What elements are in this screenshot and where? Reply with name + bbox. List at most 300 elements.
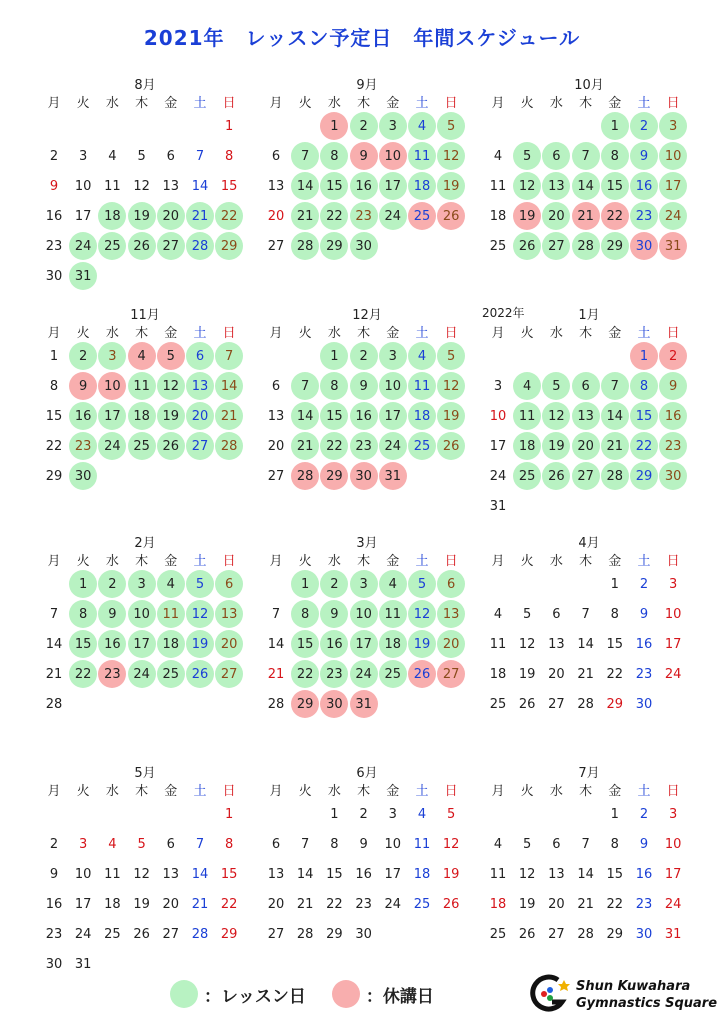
day-cell: 1 bbox=[630, 342, 658, 370]
day-cell: 28 bbox=[296, 926, 314, 942]
day-cell: 12 bbox=[437, 142, 465, 170]
day-cell: 1 bbox=[49, 348, 59, 364]
weekday-header: 日 bbox=[666, 554, 680, 569]
month-title: 5月 bbox=[134, 766, 156, 781]
day-cell: 20 bbox=[267, 208, 285, 224]
day-cell: 24 bbox=[489, 468, 507, 484]
weekday-header: 水 bbox=[105, 326, 119, 341]
day-cell: 27 bbox=[572, 462, 600, 490]
day-cell: 10 bbox=[659, 142, 687, 170]
day-cell: 25 bbox=[489, 696, 507, 712]
day-cell: 15 bbox=[45, 408, 63, 424]
day-cell: 15 bbox=[220, 178, 238, 194]
day-cell: 9 bbox=[350, 372, 378, 400]
day-cell: 4 bbox=[417, 806, 427, 822]
day-cell: 4 bbox=[493, 836, 503, 852]
day-cell: 20 bbox=[157, 202, 185, 230]
day-cell: 27 bbox=[267, 238, 285, 254]
day-cell: 1 bbox=[225, 118, 234, 134]
weekday-header: 水 bbox=[105, 784, 119, 799]
weekday-header: 土 bbox=[637, 554, 651, 569]
day-cell: 3 bbox=[379, 342, 407, 370]
day-cell: 8 bbox=[49, 378, 59, 394]
day-cell: 8 bbox=[291, 600, 319, 628]
day-cell: 4 bbox=[108, 836, 117, 852]
day-cell: 14 bbox=[577, 636, 594, 652]
weekday-header: 火 bbox=[298, 326, 312, 341]
weekday-header: 金 bbox=[608, 784, 622, 799]
day-cell: 10 bbox=[664, 836, 682, 852]
day-cell: 23 bbox=[630, 202, 658, 230]
day-cell: 23 bbox=[45, 238, 63, 254]
day-cell: 16 bbox=[659, 402, 687, 430]
day-cell: 1 bbox=[320, 342, 348, 370]
day-cell: 8 bbox=[601, 142, 629, 170]
weekday-header: 金 bbox=[386, 554, 400, 569]
day-cell: 27 bbox=[437, 660, 465, 688]
day-cell: 5 bbox=[542, 372, 570, 400]
day-cell: 23 bbox=[69, 432, 97, 460]
day-cell: 21 bbox=[291, 432, 319, 460]
day-cell: 29 bbox=[606, 696, 624, 712]
day-cell: 17 bbox=[489, 438, 507, 454]
day-cell: 26 bbox=[157, 432, 185, 460]
weekday-header: 月 bbox=[47, 784, 61, 799]
day-cell: 21 bbox=[601, 432, 629, 460]
day-cell: 17 bbox=[664, 636, 682, 652]
day-cell: 7 bbox=[601, 372, 629, 400]
weekday-header: 火 bbox=[520, 96, 534, 111]
weekday-header: 火 bbox=[520, 784, 534, 799]
day-cell: 11 bbox=[408, 372, 436, 400]
day-cell: 5 bbox=[186, 570, 214, 598]
day-cell: 22 bbox=[320, 432, 348, 460]
weekday-header: 月 bbox=[491, 96, 505, 111]
day-cell: 20 bbox=[267, 896, 285, 912]
legend-closed bbox=[332, 980, 434, 1008]
day-cell: 25 bbox=[413, 896, 431, 912]
weekday-header: 月 bbox=[491, 784, 505, 799]
day-cell: 13 bbox=[186, 372, 214, 400]
day-cell: 24 bbox=[664, 666, 682, 682]
weekday-header: 日 bbox=[444, 554, 458, 569]
day-cell: 12 bbox=[157, 372, 185, 400]
day-cell: 30 bbox=[630, 232, 658, 260]
day-cell: 26 bbox=[513, 232, 541, 260]
day-cell: 28 bbox=[215, 432, 243, 460]
day-cell: 1 bbox=[320, 112, 348, 140]
day-cell: 3 bbox=[379, 112, 407, 140]
day-cell: 30 bbox=[320, 690, 348, 718]
day-cell: 10 bbox=[664, 606, 682, 622]
day-cell: 7 bbox=[49, 606, 59, 622]
day-cell: 2 bbox=[639, 576, 649, 592]
day-cell: 9 bbox=[320, 600, 348, 628]
weekday-header: 水 bbox=[549, 326, 563, 341]
weekday-header: 土 bbox=[637, 96, 651, 111]
day-cell: 20 bbox=[548, 666, 565, 682]
day-cell: 28 bbox=[291, 462, 319, 490]
day-cell: 30 bbox=[350, 462, 378, 490]
day-cell: 27 bbox=[542, 232, 570, 260]
day-cell: 4 bbox=[408, 112, 436, 140]
day-cell: 22 bbox=[630, 432, 658, 460]
weekday-header: 木 bbox=[579, 326, 593, 341]
month-title: 4月 bbox=[578, 536, 600, 551]
weekday-header: 土 bbox=[193, 554, 207, 569]
day-cell: 6 bbox=[552, 606, 561, 622]
brand-logo bbox=[528, 974, 718, 1018]
day-cell: 7 bbox=[291, 372, 319, 400]
weekday-header: 火 bbox=[520, 326, 534, 341]
weekday-header: 月 bbox=[47, 554, 61, 569]
day-cell: 4 bbox=[128, 342, 156, 370]
day-cell: 13 bbox=[267, 178, 285, 194]
weekday-header: 木 bbox=[135, 784, 149, 799]
day-cell: 27 bbox=[267, 468, 285, 484]
day-cell: 26 bbox=[518, 926, 536, 942]
day-cell: 13 bbox=[162, 178, 180, 194]
day-cell: 22 bbox=[69, 660, 97, 688]
weekday-header: 日 bbox=[666, 96, 680, 111]
day-cell: 2 bbox=[350, 112, 378, 140]
day-cell: 27 bbox=[267, 926, 285, 942]
day-cell: 17 bbox=[74, 208, 92, 224]
day-cell: 9 bbox=[639, 606, 649, 622]
weekday-header: 水 bbox=[327, 784, 341, 799]
day-cell: 11 bbox=[513, 402, 541, 430]
day-cell: 18 bbox=[408, 172, 436, 200]
weekday-header: 月 bbox=[491, 554, 505, 569]
day-cell: 13 bbox=[267, 408, 285, 424]
day-cell: 2 bbox=[659, 342, 687, 370]
day-cell: 20 bbox=[215, 630, 243, 658]
day-cell: 14 bbox=[215, 372, 243, 400]
day-cell: 25 bbox=[513, 462, 541, 490]
closed-swatch-icon bbox=[332, 980, 360, 1008]
weekday-header: 土 bbox=[637, 326, 651, 341]
day-cell: 2 bbox=[98, 570, 126, 598]
day-cell: 15 bbox=[606, 866, 624, 882]
day-cell: 18 bbox=[408, 402, 436, 430]
day-cell: 10 bbox=[384, 836, 402, 852]
day-cell: 15 bbox=[326, 866, 343, 882]
day-cell: 16 bbox=[45, 208, 63, 224]
day-cell: 26 bbox=[186, 660, 214, 688]
day-cell: 15 bbox=[69, 630, 97, 658]
weekday-header: 月 bbox=[269, 784, 283, 799]
day-cell: 24 bbox=[379, 432, 407, 460]
day-cell: 1 bbox=[291, 570, 319, 598]
day-cell: 19 bbox=[186, 630, 214, 658]
day-cell: 2 bbox=[630, 112, 658, 140]
weekday-header: 木 bbox=[579, 554, 593, 569]
day-cell: 5 bbox=[447, 806, 456, 822]
day-cell: 20 bbox=[186, 402, 214, 430]
day-cell: 28 bbox=[267, 696, 285, 712]
weekday-header: 土 bbox=[193, 784, 207, 799]
day-cell: 28 bbox=[191, 926, 209, 942]
weekday-header: 木 bbox=[357, 784, 371, 799]
day-cell: 12 bbox=[518, 866, 536, 882]
weekday-header: 水 bbox=[549, 554, 563, 569]
weekday-header: 水 bbox=[105, 96, 119, 111]
day-cell: 1 bbox=[610, 576, 619, 592]
day-cell: 7 bbox=[215, 342, 243, 370]
day-cell: 16 bbox=[350, 402, 378, 430]
day-cell: 26 bbox=[437, 202, 465, 230]
weekday-header: 木 bbox=[135, 326, 149, 341]
day-cell: 5 bbox=[408, 570, 436, 598]
day-cell: 5 bbox=[523, 836, 532, 852]
day-cell: 23 bbox=[350, 432, 378, 460]
day-cell: 5 bbox=[137, 836, 146, 852]
day-cell: 21 bbox=[215, 402, 243, 430]
day-cell: 17 bbox=[379, 402, 407, 430]
weekday-header: 日 bbox=[222, 554, 236, 569]
day-cell: 30 bbox=[355, 926, 372, 942]
day-cell: 6 bbox=[215, 570, 243, 598]
day-cell: 30 bbox=[635, 696, 653, 712]
day-cell: 24 bbox=[69, 232, 97, 260]
day-cell: 8 bbox=[610, 836, 619, 852]
day-cell: 18 bbox=[413, 866, 431, 882]
day-cell: 20 bbox=[542, 202, 570, 230]
day-cell: 23 bbox=[659, 432, 687, 460]
day-cell: 25 bbox=[157, 660, 185, 688]
day-cell: 1 bbox=[610, 806, 619, 822]
weekday-header: 土 bbox=[415, 326, 429, 341]
day-cell: 22 bbox=[45, 438, 63, 454]
weekday-header: 水 bbox=[549, 96, 563, 111]
day-cell: 26 bbox=[128, 232, 156, 260]
day-cell: 22 bbox=[220, 896, 238, 912]
day-cell: 7 bbox=[301, 836, 310, 852]
day-cell: 7 bbox=[581, 836, 590, 852]
day-cell: 14 bbox=[45, 636, 63, 652]
day-cell: 1 bbox=[601, 112, 629, 140]
day-cell: 15 bbox=[606, 636, 624, 652]
day-cell: 13 bbox=[215, 600, 243, 628]
weekday-header: 火 bbox=[298, 554, 312, 569]
day-cell: 17 bbox=[659, 172, 687, 200]
month-title: 10月 bbox=[574, 78, 604, 93]
day-cell: 29 bbox=[220, 926, 238, 942]
day-cell: 22 bbox=[215, 202, 243, 230]
day-cell: 25 bbox=[128, 432, 156, 460]
day-cell: 20 bbox=[437, 630, 465, 658]
day-cell: 15 bbox=[220, 866, 238, 882]
day-cell: 31 bbox=[74, 956, 92, 972]
day-cell: 5 bbox=[137, 148, 146, 164]
day-cell: 17 bbox=[74, 896, 92, 912]
day-cell: 17 bbox=[98, 402, 126, 430]
day-cell: 18 bbox=[489, 208, 507, 224]
day-cell: 2 bbox=[49, 148, 59, 164]
day-cell: 22 bbox=[601, 202, 629, 230]
weekday-header: 水 bbox=[327, 554, 341, 569]
day-cell: 27 bbox=[157, 232, 185, 260]
day-cell: 8 bbox=[630, 372, 658, 400]
day-cell: 2 bbox=[320, 570, 348, 598]
day-cell: 19 bbox=[518, 666, 536, 682]
day-cell: 31 bbox=[664, 926, 682, 942]
day-cell: 2 bbox=[69, 342, 97, 370]
day-cell: 12 bbox=[513, 172, 541, 200]
day-cell: 11 bbox=[104, 178, 121, 194]
weekday-header: 火 bbox=[76, 784, 90, 799]
day-cell: 26 bbox=[133, 926, 150, 942]
month-title: 2月 bbox=[134, 536, 156, 551]
day-cell: 10 bbox=[74, 178, 92, 194]
day-cell: 22 bbox=[606, 896, 624, 912]
day-cell: 23 bbox=[355, 896, 372, 912]
day-cell: 10 bbox=[379, 372, 407, 400]
day-cell: 3 bbox=[79, 836, 88, 852]
day-cell: 19 bbox=[442, 866, 460, 882]
day-cell: 1 bbox=[225, 806, 234, 822]
day-cell: 6 bbox=[186, 342, 214, 370]
month-title: 7月 bbox=[578, 766, 600, 781]
weekday-header: 金 bbox=[608, 326, 622, 341]
weekday-header: 月 bbox=[269, 554, 283, 569]
weekday-header: 金 bbox=[386, 96, 400, 111]
weekday-header: 金 bbox=[164, 784, 178, 799]
month-title: 9月 bbox=[356, 78, 378, 93]
day-cell: 8 bbox=[330, 836, 339, 852]
day-cell: 10 bbox=[379, 142, 407, 170]
weekday-header: 金 bbox=[164, 96, 178, 111]
day-cell: 25 bbox=[98, 232, 126, 260]
day-cell: 10 bbox=[350, 600, 378, 628]
weekday-header: 金 bbox=[164, 554, 178, 569]
day-cell: 25 bbox=[379, 660, 407, 688]
day-cell: 3 bbox=[79, 148, 88, 164]
day-cell: 24 bbox=[98, 432, 126, 460]
month-title: 11月 bbox=[130, 308, 160, 323]
day-cell: 4 bbox=[157, 570, 185, 598]
day-cell: 13 bbox=[267, 866, 285, 882]
day-cell: 7 bbox=[581, 606, 590, 622]
day-cell: 26 bbox=[437, 432, 465, 460]
day-cell: 6 bbox=[271, 378, 281, 394]
day-cell: 1 bbox=[69, 570, 97, 598]
day-cell: 24 bbox=[664, 896, 682, 912]
legend-lesson bbox=[170, 980, 306, 1008]
day-cell: 9 bbox=[49, 178, 59, 194]
day-cell: 30 bbox=[659, 462, 687, 490]
day-cell: 29 bbox=[606, 926, 624, 942]
day-cell: 3 bbox=[128, 570, 156, 598]
day-cell: 12 bbox=[542, 402, 570, 430]
weekday-header: 木 bbox=[357, 554, 371, 569]
day-cell: 19 bbox=[408, 630, 436, 658]
day-cell: 13 bbox=[162, 866, 180, 882]
day-cell: 13 bbox=[437, 600, 465, 628]
day-cell: 3 bbox=[98, 342, 126, 370]
day-cell: 22 bbox=[606, 666, 624, 682]
day-cell: 27 bbox=[186, 432, 214, 460]
day-cell: 5 bbox=[523, 606, 532, 622]
weekday-header: 水 bbox=[327, 326, 341, 341]
day-cell: 15 bbox=[601, 172, 629, 200]
day-cell: 9 bbox=[659, 372, 687, 400]
day-cell: 29 bbox=[601, 232, 629, 260]
day-cell: 14 bbox=[267, 636, 285, 652]
day-cell: 31 bbox=[489, 498, 507, 514]
day-cell: 11 bbox=[128, 372, 156, 400]
day-cell: 19 bbox=[133, 896, 150, 912]
day-cell: 17 bbox=[379, 172, 407, 200]
weekday-header: 土 bbox=[415, 784, 429, 799]
gymnastics-logo-icon bbox=[528, 974, 574, 1014]
day-cell: 14 bbox=[291, 172, 319, 200]
day-cell: 12 bbox=[186, 600, 214, 628]
day-cell: 16 bbox=[350, 172, 378, 200]
day-cell: 23 bbox=[320, 660, 348, 688]
day-cell: 3 bbox=[659, 112, 687, 140]
day-cell: 22 bbox=[291, 660, 319, 688]
day-cell: 6 bbox=[437, 570, 465, 598]
day-cell: 4 bbox=[408, 342, 436, 370]
day-cell: 27 bbox=[215, 660, 243, 688]
day-cell: 9 bbox=[630, 142, 658, 170]
day-cell: 20 bbox=[572, 432, 600, 460]
day-cell: 24 bbox=[379, 202, 407, 230]
legend-closed-label: ：休講日 bbox=[365, 986, 434, 1007]
day-cell: 11 bbox=[104, 866, 121, 882]
day-cell: 25 bbox=[489, 238, 507, 254]
day-cell: 13 bbox=[548, 636, 565, 652]
day-cell: 15 bbox=[320, 402, 348, 430]
day-cell: 30 bbox=[45, 268, 63, 284]
weekday-header: 月 bbox=[491, 326, 505, 341]
day-cell: 11 bbox=[489, 636, 507, 652]
day-cell: 5 bbox=[437, 342, 465, 370]
day-cell: 12 bbox=[518, 636, 536, 652]
day-cell: 25 bbox=[408, 202, 436, 230]
weekday-header: 月 bbox=[47, 96, 61, 111]
weekday-header: 金 bbox=[608, 554, 622, 569]
day-cell: 18 bbox=[98, 202, 126, 230]
day-cell: 9 bbox=[350, 142, 378, 170]
day-cell: 30 bbox=[45, 956, 63, 972]
weekday-header: 月 bbox=[269, 96, 283, 111]
day-cell: 11 bbox=[157, 600, 185, 628]
day-cell: 23 bbox=[635, 896, 653, 912]
day-cell: 23 bbox=[350, 202, 378, 230]
day-cell: 6 bbox=[572, 372, 600, 400]
day-cell: 18 bbox=[128, 402, 156, 430]
day-cell: 16 bbox=[320, 630, 348, 658]
weekday-header: 金 bbox=[608, 96, 622, 111]
weekday-header: 火 bbox=[76, 326, 90, 341]
day-cell: 12 bbox=[442, 836, 460, 852]
day-cell: 22 bbox=[320, 202, 348, 230]
day-cell: 17 bbox=[350, 630, 378, 658]
day-cell: 2 bbox=[49, 836, 59, 852]
weekday-header: 木 bbox=[579, 96, 593, 111]
day-cell: 21 bbox=[267, 666, 285, 682]
day-cell: 23 bbox=[635, 666, 653, 682]
day-cell: 9 bbox=[359, 836, 368, 852]
day-cell: 6 bbox=[166, 148, 175, 164]
day-cell: 30 bbox=[635, 926, 653, 942]
day-cell: 25 bbox=[408, 432, 436, 460]
day-cell: 9 bbox=[49, 866, 59, 882]
day-cell: 3 bbox=[669, 576, 678, 592]
day-cell: 26 bbox=[442, 896, 460, 912]
